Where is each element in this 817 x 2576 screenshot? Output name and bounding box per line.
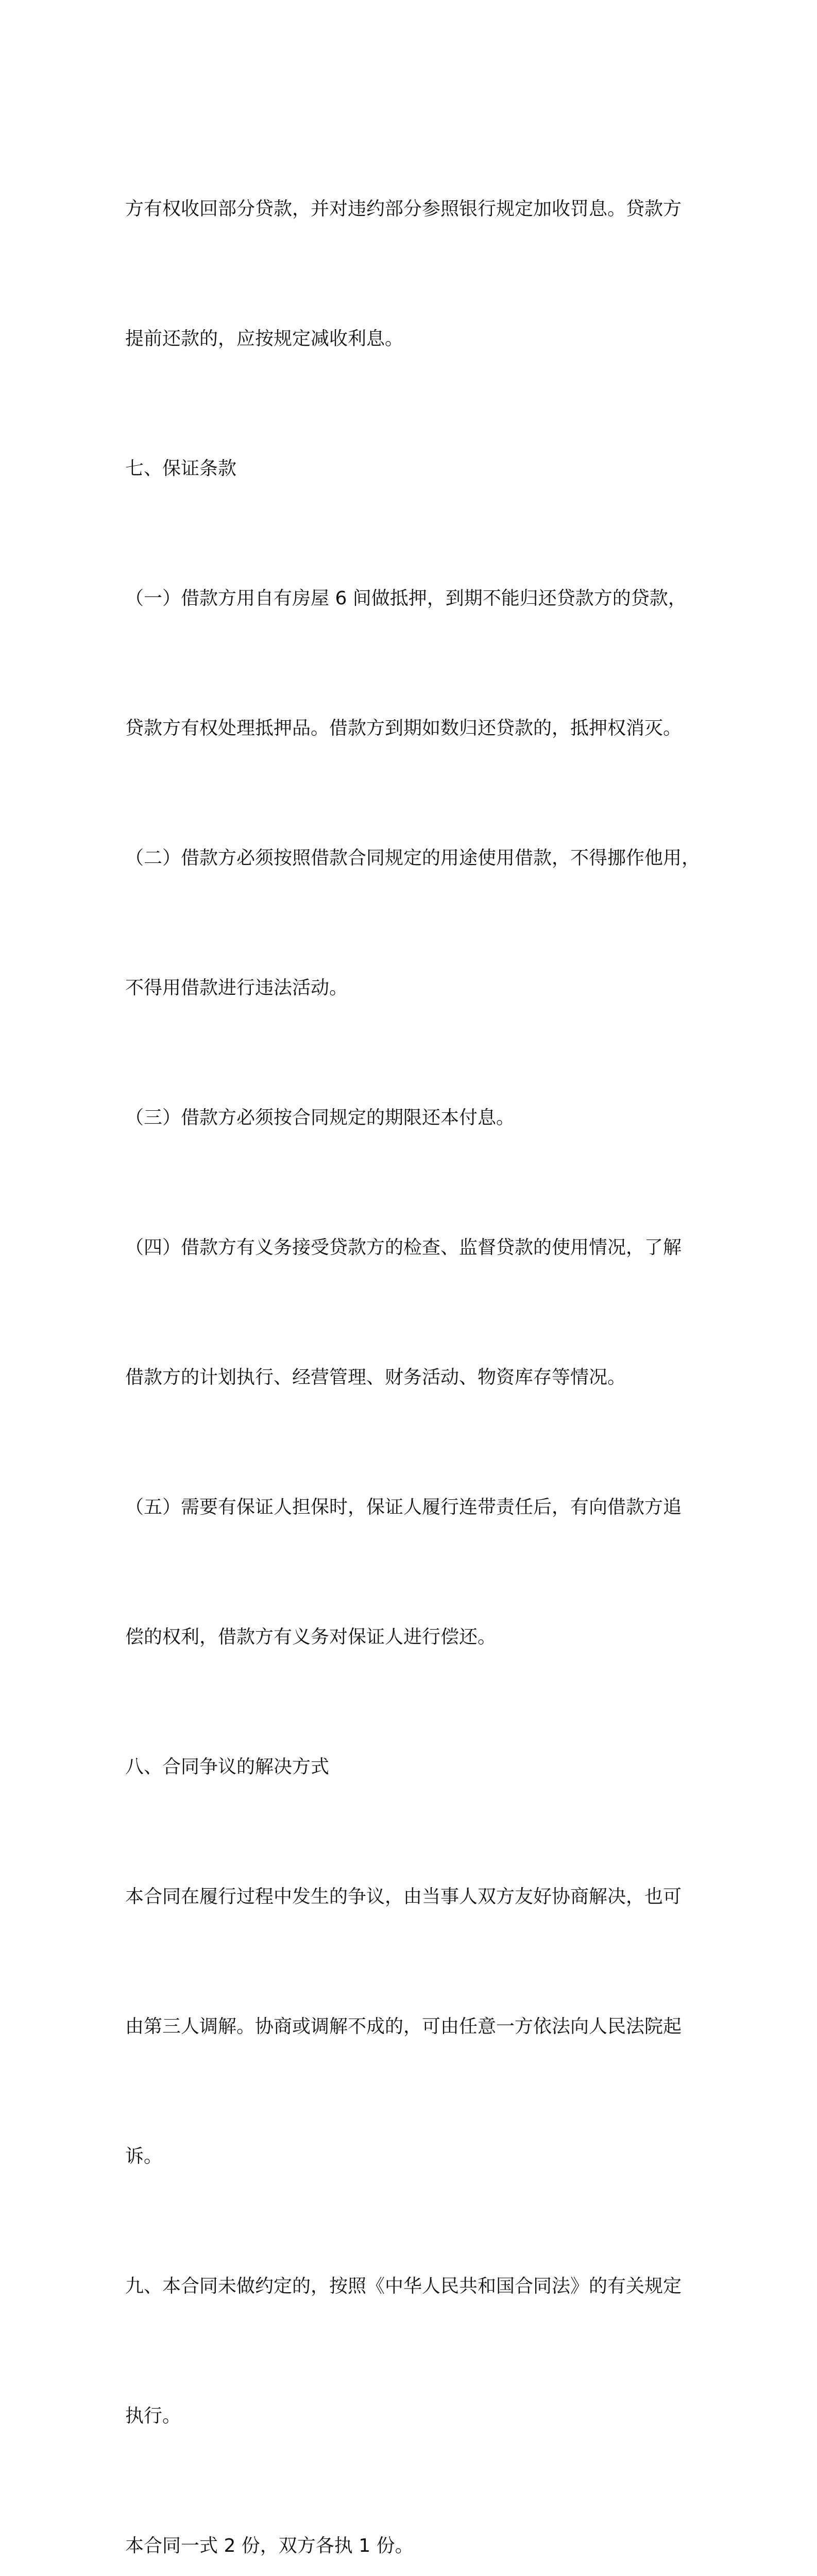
text-line: 诉。 xyxy=(125,2146,163,2167)
document-body xyxy=(125,101,702,2576)
text-line: （二）借款方必须按照借款合同规定的用途使用借款，不得挪作他用， xyxy=(125,848,701,869)
text-line: 执行。 xyxy=(125,2405,181,2427)
text-line: 由第三人调解。协商或调解不成的，可由任意一方依法向人民法院起 xyxy=(125,2016,682,2037)
text-line: （四）借款方有义务接受贷款方的检查、监督贷款的使用情况，了解 xyxy=(125,1237,682,1258)
text-block xyxy=(125,101,702,2576)
text-line: 九、本合同未做约定的，按照《中华人民共和国合同法》的有关规定 xyxy=(125,2276,682,2297)
text-line: 方有权收回部分贷款，并对违约部分参照银行规定加收罚息。贷款方 xyxy=(125,198,682,219)
text-line: （三）借款方必须按合同规定的期限还本付息。 xyxy=(125,1107,515,1128)
text-line: 借款方的计划执行、经营管理、财务活动、物资库存等情况。 xyxy=(125,1367,626,1388)
section-heading: 七、保证条款 xyxy=(125,458,237,479)
text-line: 贷款方有权处理抵押品。借款方到期如数归还贷款的，抵押权消灭。 xyxy=(125,718,682,739)
text-line: 提前还款的，应按规定减收利息。 xyxy=(125,328,404,349)
text-line: 不得用借款进行违法活动。 xyxy=(125,977,348,998)
text-line: （一）借款方用自有房屋 6 间做抵押，到期不能归还贷款方的贷款， xyxy=(125,588,687,609)
text-line: （五）需要有保证人担保时，保证人履行连带责任后，有向借款方追 xyxy=(125,1497,682,1518)
text-line: 本合同在履行过程中发生的争议，由当事人双方友好协商解决，也可 xyxy=(125,1886,682,1907)
text-line: 偿的权利，借款方有义务对保证人进行偿还。 xyxy=(125,1626,497,1648)
text-line: 本合同一式 2 份，双方各执 1 份。 xyxy=(125,2535,414,2556)
section-heading: 八、合同争议的解决方式 xyxy=(125,1756,330,1777)
